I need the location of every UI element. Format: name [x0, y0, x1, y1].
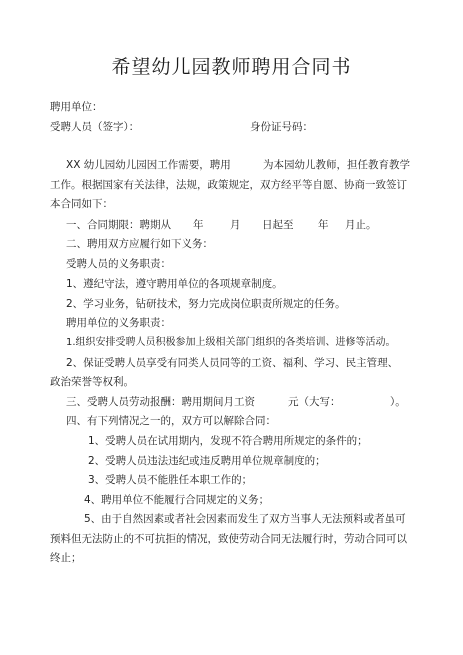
term-month-start: 月 — [230, 219, 241, 231]
termination-item-5-line-1: 5、由于自然因素或者社会因素而发生了双方当事人无法预料或者虽可 — [84, 513, 406, 525]
employer-duty-item-continued: 政治荣誉等权利。 — [50, 376, 134, 388]
termination-item: 4、聘用单位不能履行合同规定的义务； — [84, 494, 270, 506]
employer-duties-title: 聘用单位的义务职责： — [66, 317, 171, 329]
termination-item-5-line-3: 终止； — [50, 552, 82, 564]
termination-item: 3、受聘人员不能胜任本职工作的； — [88, 474, 253, 486]
employee-signature-label: 受聘人员（签字）： — [50, 121, 140, 133]
term-label: 一、合同期限：聘期从 — [66, 219, 171, 231]
pay-label: 三、受聘人员劳动报酬：聘用期间月工资 — [66, 396, 255, 408]
section-4-title: 四、有下列情况之一的，双方可以解除合同： — [66, 415, 276, 427]
section-2-title: 二、聘用双方应履行如下义务： — [66, 238, 213, 250]
employer-label: 聘用单位： — [50, 101, 103, 113]
termination-item: 2、受聘人员违法违纪或违反聘用单位规章制度的； — [88, 455, 326, 467]
employer-duty-item: 2、保证受聘人员享受有同类人员同等的工资、福利、学习、民主管理、 — [66, 357, 399, 369]
term-year-start: 年 — [193, 219, 204, 231]
employee-duty-item: 1、遵纪守法，遵守聘用单位的各项规章制度。 — [66, 278, 283, 290]
term-day-start: 日起至 — [262, 219, 294, 231]
employer-duty-item: 1.组织安排受聘人员积极参加上级相关部门组织的各类培训、进修等活动。 — [66, 337, 396, 348]
term-year-end: 年 — [318, 219, 329, 231]
pay-close-paren: ）。 — [390, 396, 406, 408]
termination-item: 1、受聘人员在试用期内，发现不符合聘用所规定的条件的； — [88, 435, 368, 447]
employee-duty-item: 2、学习业务，钻研技术，努力完成岗位职责所规定的任务。 — [66, 298, 346, 310]
document-title: 希望幼儿园教师聘用合同书 — [111, 56, 352, 78]
intro-line-1b: 为本园幼儿教师，担任教育教学 — [263, 159, 410, 171]
pay-amount-words-label: 元（大写： — [288, 396, 341, 408]
employee-duties-title: 受聘人员的义务职责： — [66, 258, 171, 270]
intro-line-3: 本合同如下： — [50, 198, 113, 210]
id-number-label: 身份证号码： — [250, 121, 313, 133]
term-month-end: 月止。 — [345, 219, 377, 231]
intro-line-1a: XX 幼儿园幼儿园因工作需要，聘用 — [66, 159, 231, 171]
termination-item-5-line-2: 预料但无法防止的不可抗拒的情况，致使劳动合同无法履行时，劳动合同可以 — [50, 533, 407, 545]
intro-line-2: 工作。根据国家有关法律，法规，政策规定，双方经平等自愿、协商一致签订 — [50, 179, 407, 191]
